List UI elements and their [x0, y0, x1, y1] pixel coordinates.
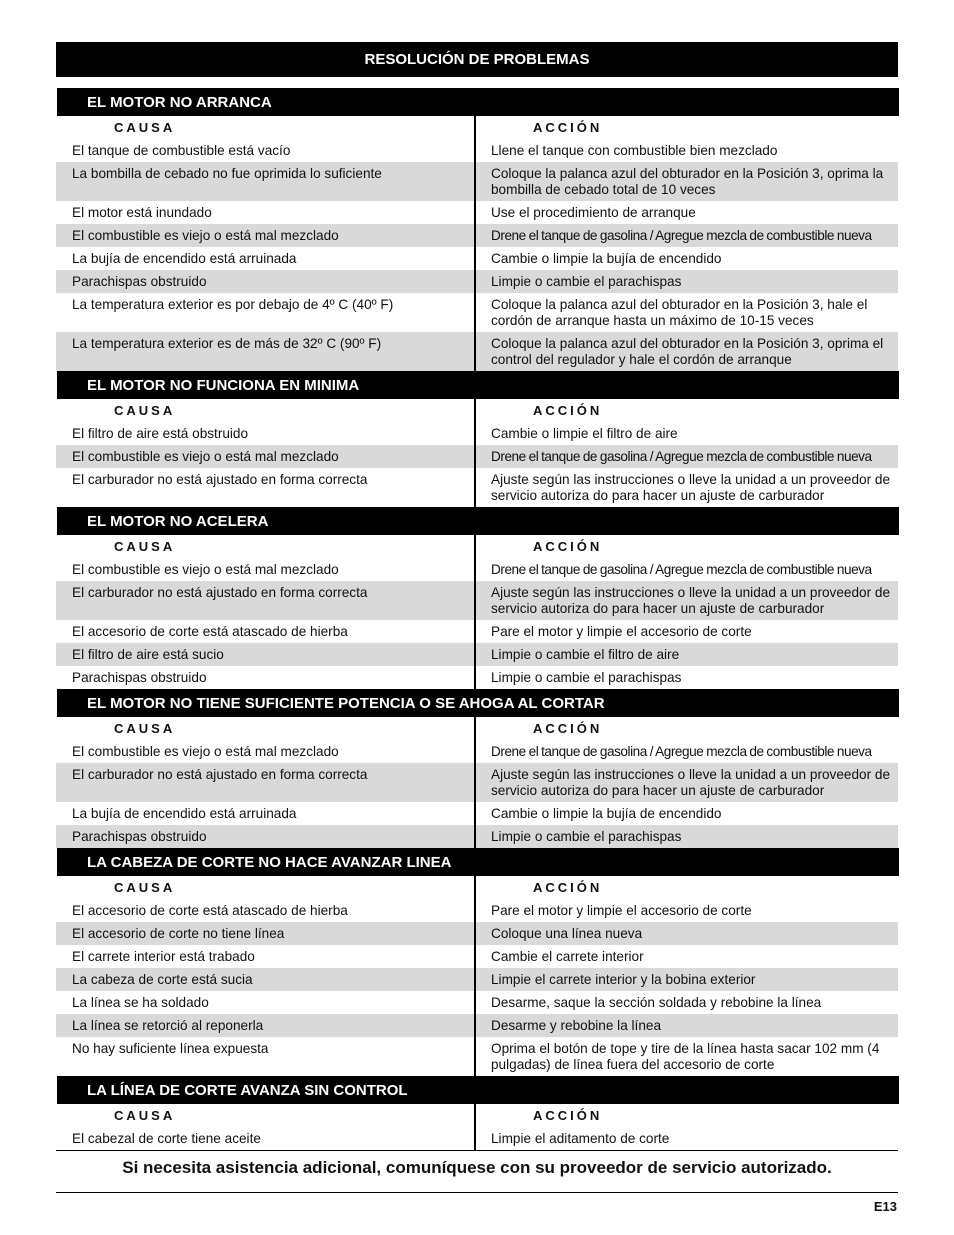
action-cell: Pare el motor y limpie el accesorio de corte [491, 903, 752, 918]
action-cell: Drene el tanque de gasolina / Agregue mezcla de combustible nueva [491, 562, 872, 577]
section-block [56, 689, 898, 848]
action-cell: Cambie el carrete interior [491, 949, 644, 964]
section-header: EL MOTOR NO ARRANCA [57, 88, 899, 116]
section-block [56, 371, 898, 507]
action-cell: Pare el motor y limpie el accesorio de corte [491, 624, 752, 639]
column-header-row [56, 717, 898, 740]
cause-cell: El accesorio de corte está atascado de hierba [56, 899, 476, 922]
column-header-row [56, 116, 898, 139]
table-row [56, 740, 898, 763]
table-row [56, 1127, 898, 1150]
section-block [56, 1076, 898, 1150]
section-header: EL MOTOR NO FUNCIONA EN MINIMA [57, 371, 899, 399]
action-cell: Drene el tanque de gasolina / Agregue mezcla de combustible nueva [476, 445, 898, 468]
action-column-header: ACCIÓN [533, 539, 603, 554]
table-row [56, 224, 898, 247]
table-row [56, 945, 898, 968]
table-row [56, 763, 898, 802]
cause-cell: El accesorio de corte está atascado de hierba [56, 620, 476, 643]
cause-cell: El filtro de aire está obstruido [56, 422, 476, 445]
cause-column-header: CAUSA [56, 717, 476, 740]
table-row [56, 332, 898, 371]
table-row [56, 899, 898, 922]
action-cell: Llene el tanque con combustible bien mezclado [491, 143, 778, 158]
section-block [56, 88, 898, 371]
action-cell: Coloque la palanca azul del obturador en la Posición 3, oprima el control del regulador y hale el cordón de arranque [476, 332, 898, 371]
action-cell: Limpie o cambie el parachispas [476, 270, 898, 293]
table-row [56, 922, 898, 945]
table-row [56, 666, 898, 689]
table-bottom-rule [56, 1150, 898, 1151]
cause-cell: El carburador no está ajustado en forma correcta [56, 468, 476, 507]
column-header-row [56, 535, 898, 558]
action-cell: Coloque la palanca azul del obturador en la Posición 3, oprima la bombilla de cebado total de 10 veces [476, 162, 898, 201]
action-cell: Limpie el aditamento de corte [491, 1131, 670, 1146]
cause-cell: El combustible es viejo o está mal mezclado [56, 445, 476, 468]
cause-cell: El carburador no está ajustado en forma correcta [56, 763, 476, 802]
table-row [56, 162, 898, 201]
column-header-row [56, 876, 898, 899]
table-row [56, 201, 898, 224]
table-row [56, 1014, 898, 1037]
cause-cell: La temperatura exterior es de más de 32º C (90º F) [56, 332, 476, 371]
cause-cell: Parachispas obstruido [56, 825, 476, 848]
table-row [56, 802, 898, 825]
action-column-header: ACCIÓN [533, 721, 603, 736]
cause-cell: La cabeza de corte está sucia [56, 968, 476, 991]
table-row [56, 991, 898, 1014]
column-header-row [56, 1104, 898, 1127]
table-row [56, 139, 898, 162]
cause-cell: El tanque de combustible está vacío [56, 139, 476, 162]
section-block [56, 848, 898, 1076]
cause-cell: El combustible es viejo o está mal mezclado [56, 224, 476, 247]
cause-cell: La bujía de encendido está arruinada [56, 247, 476, 270]
cause-cell: El cabezal de corte tiene aceite [56, 1127, 476, 1150]
section-header: LA CABEZA DE CORTE NO HACE AVANZAR LINEA [57, 848, 899, 876]
action-cell: Ajuste según las instrucciones o lleve la unidad a un proveedor de servicio autoriza do para hacer un ajuste de carburador [476, 763, 898, 802]
action-column-header: ACCIÓN [533, 880, 603, 895]
action-cell: Coloque una línea nueva [476, 922, 898, 945]
cause-cell: El filtro de aire está sucio [56, 643, 476, 666]
cause-cell: El combustible es viejo o está mal mezclado [56, 740, 476, 763]
cause-cell: El accesorio de corte no tiene línea [56, 922, 476, 945]
cause-column-header: CAUSA [56, 1104, 476, 1127]
cause-cell: El carrete interior está trabado [56, 945, 476, 968]
cause-column-header: CAUSA [56, 876, 476, 899]
action-cell: Drene el tanque de gasolina / Agregue mezcla de combustible nueva [491, 744, 872, 759]
table-row [56, 468, 898, 507]
action-cell: Cambie o limpie el filtro de aire [491, 426, 678, 441]
section-header: LA LÍNEA DE CORTE AVANZA SIN CONTROL [57, 1076, 899, 1104]
footer-divider [56, 1192, 898, 1193]
cause-cell: El combustible es viejo o está mal mezclado [56, 558, 476, 581]
action-cell: Limpie o cambie el parachispas [476, 825, 898, 848]
action-cell: Oprima el botón de tope y tire de la línea hasta sacar 102 mm (4 pulgadas) de línea fuera del accesorio de corte [491, 1041, 880, 1072]
action-column-header: ACCIÓN [533, 1108, 603, 1123]
action-cell: Drene el tanque de gasolina / Agregue mezcla de combustible nueva [476, 224, 898, 247]
section-block [56, 507, 898, 689]
action-column-header: ACCIÓN [533, 120, 603, 135]
table-row [56, 643, 898, 666]
cause-column-header: CAUSA [56, 535, 476, 558]
action-cell: Limpie o cambie el filtro de aire [476, 643, 898, 666]
action-cell: Limpie el carrete interior y la bobina exterior [476, 968, 898, 991]
cause-cell: El motor está inundado [56, 201, 476, 224]
action-cell: Use el procedimiento de arranque [491, 205, 696, 220]
cause-cell: No hay suficiente línea expuesta [56, 1037, 476, 1076]
action-cell: Desarme y rebobine la línea [476, 1014, 898, 1037]
cause-cell: El carburador no está ajustado en forma correcta [56, 581, 476, 620]
troubleshooting-table [56, 88, 898, 1151]
table-row [56, 825, 898, 848]
cause-cell: La línea se ha soldado [56, 991, 476, 1014]
cause-column-header: CAUSA [56, 399, 476, 422]
column-header-row [56, 399, 898, 422]
section-header: EL MOTOR NO TIENE SUFICIENTE POTENCIA O SE AHOGA AL CORTAR [57, 689, 899, 717]
table-row [56, 1037, 898, 1076]
table-row [56, 445, 898, 468]
table-row [56, 270, 898, 293]
action-cell: Desarme, saque la sección soldada y rebobine la línea [491, 995, 822, 1010]
table-row [56, 581, 898, 620]
page-number: E13 [873, 1199, 897, 1214]
action-cell: Ajuste según las instrucciones o lleve la unidad a un proveedor de servicio autoriza do para hacer un ajuste de carburador [476, 581, 898, 620]
table-row [56, 620, 898, 643]
action-cell: Cambie o limpie la bujía de encendido [491, 806, 722, 821]
table-row [56, 293, 898, 332]
action-cell: Cambie o limpie la bujía de encendido [491, 251, 722, 266]
cause-cell: Parachispas obstruido [56, 270, 476, 293]
cause-cell: La temperatura exterior es por debajo de 4º C (40º F) [56, 293, 476, 332]
cause-cell: La bujía de encendido está arruinada [56, 802, 476, 825]
page-title: RESOLUCIÓN DE PROBLEMAS [56, 42, 898, 77]
cause-column-header: CAUSA [56, 116, 476, 139]
section-header: EL MOTOR NO ACELERA [57, 507, 899, 535]
table-row [56, 558, 898, 581]
action-cell: Coloque la palanca azul del obturador en la Posición 3, hale el cordón de arranque hasta un máximo de 10-15 veces [491, 297, 868, 328]
cause-cell: La bombilla de cebado no fue oprimida lo suficiente [56, 162, 476, 201]
action-cell: Limpie o cambie el parachispas [491, 670, 682, 685]
action-cell: Ajuste según las instrucciones o lleve la unidad a un proveedor de servicio autoriza do para hacer un ajuste de carburador [491, 472, 891, 503]
action-column-header: ACCIÓN [533, 403, 603, 418]
table-row [56, 247, 898, 270]
cause-cell: La línea se retorció al reponerla [56, 1014, 476, 1037]
table-row [56, 968, 898, 991]
cause-cell: Parachispas obstruido [56, 666, 476, 689]
footer-note: Si necesita asistencia adicional, comuníquese con su proveedor de servicio autorizado. [122, 1158, 832, 1177]
table-row [56, 422, 898, 445]
